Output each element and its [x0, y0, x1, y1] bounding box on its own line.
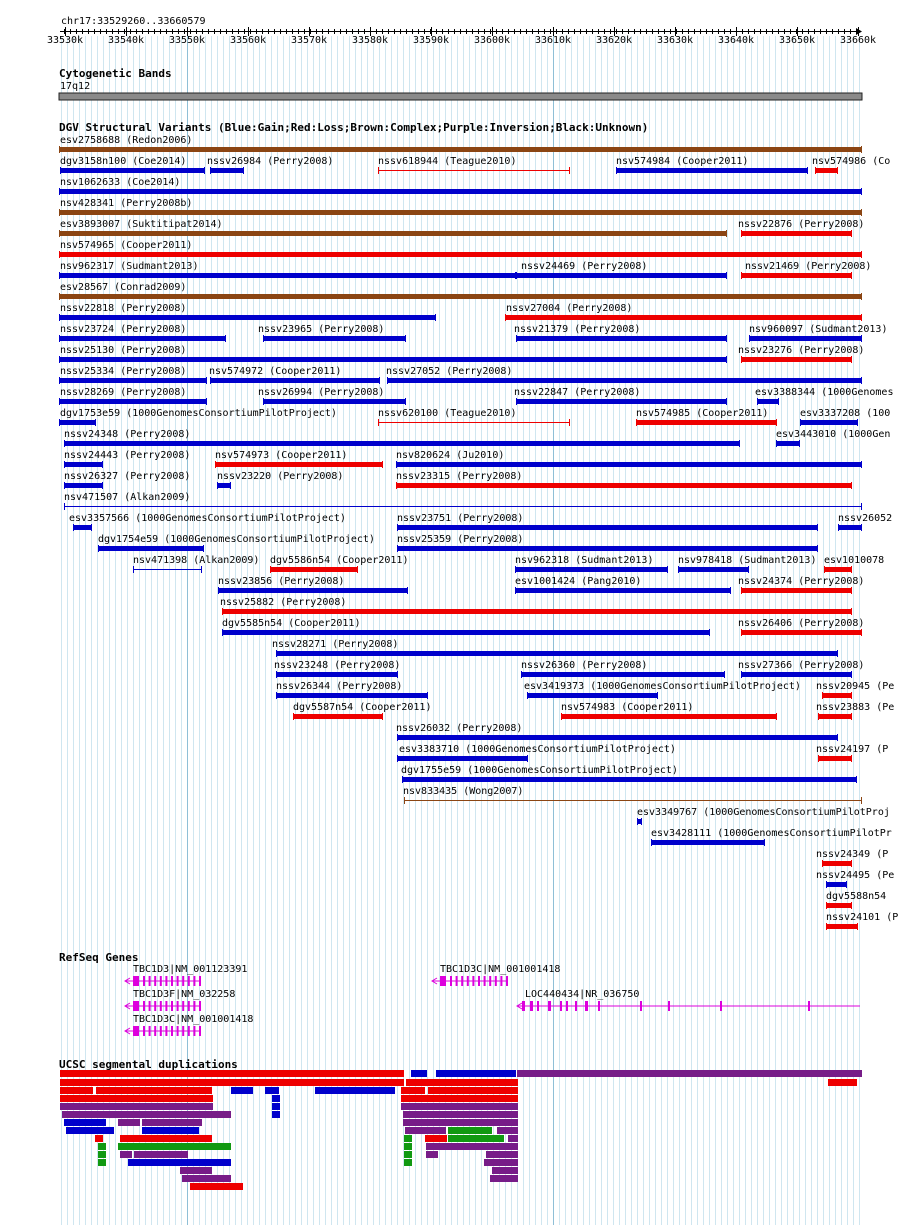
- dgv-feature-label: nssv26360 (Perry2008): [521, 660, 648, 671]
- dgv-feature-bar: [60, 168, 205, 173]
- refseq-title: RefSeq Genes: [59, 951, 139, 964]
- dgv-feature-label: esv3443010 (1000Gen: [776, 429, 891, 440]
- dgv-feature-bar: [741, 357, 852, 362]
- ruler-tick-label: 33620k: [595, 35, 633, 46]
- ruler-tick-label: 33660k: [839, 35, 877, 46]
- gene-exon: [182, 1026, 184, 1036]
- dgv-feature-label: nssv23276 (Perry2008): [738, 345, 865, 356]
- dgv-feature-bar: [616, 168, 808, 173]
- dgv-feature-bar: [516, 399, 727, 404]
- gene-exon: [472, 976, 474, 986]
- segdup-block: [405, 1127, 446, 1134]
- gene-exon: [171, 1001, 173, 1011]
- dgv-feature-label: nssv618944 (Teague2010): [378, 156, 517, 167]
- gene-exon: [133, 1001, 139, 1011]
- gene-exon: [456, 976, 458, 986]
- dgv-feature-label: dgv1755e59 (1000GenomesConsortiumPilotProject): [401, 765, 678, 776]
- segdup-block: [60, 1087, 93, 1094]
- dgv-feature-label: esv1001424 (Pang2010): [515, 576, 642, 587]
- dgv-feature-bar: [521, 672, 725, 677]
- segdup-block: [60, 1103, 213, 1110]
- ruler-tick-label: 33590k: [412, 35, 450, 46]
- dgv-feature-bar: [293, 714, 383, 719]
- dgv-feature-label: esv3357566 (1000GenomesConsortiumPilotProject): [69, 513, 346, 524]
- gene-exon: [720, 1001, 722, 1011]
- dgv-feature-bar: [59, 378, 207, 383]
- gene-exon: [522, 1001, 525, 1011]
- gene-exon: [199, 976, 201, 986]
- dgv-feature-bar: [818, 756, 852, 761]
- gene-exon: [143, 976, 145, 986]
- gene-exon: [165, 1001, 167, 1011]
- dgv-feature-label: nssv25334 (Perry2008): [60, 366, 187, 377]
- gene-exon: [149, 1026, 151, 1036]
- dgv-feature-bar: [636, 420, 777, 425]
- ruler-tick-label: 33530k: [46, 35, 84, 46]
- gene-exon: [165, 1026, 167, 1036]
- segdup-block: [64, 1119, 106, 1126]
- dgv-feature-bar: [678, 567, 749, 572]
- dgv-feature-bar: [749, 336, 862, 341]
- segdup-block: [265, 1087, 279, 1094]
- segdup-block: [404, 1159, 412, 1166]
- dgv-feature-bar: [222, 609, 852, 614]
- gene-exon: [575, 1001, 577, 1011]
- dgv-feature-label: nssv26984 (Perry2008): [207, 156, 334, 167]
- dgv-feature-label: nssv25882 (Perry2008): [220, 597, 347, 608]
- dgv-feature-bar: [59, 399, 207, 404]
- dgv-feature-bar: [822, 693, 852, 698]
- dgv-feature-bar: [263, 399, 406, 404]
- gene-label: TBC1D3C|NM_001001418: [440, 964, 561, 975]
- dgv-feature-bar: [276, 651, 838, 656]
- segdup-block: [486, 1151, 518, 1158]
- dgv-feature-bar: [397, 525, 818, 530]
- dgv-feature-bar: [741, 630, 862, 635]
- dgv-feature-bar: [741, 231, 852, 236]
- dgv-feature-bar: [64, 483, 103, 488]
- gene-exon: [495, 976, 497, 986]
- dgv-feature-label: nsv428341 (Perry2008b): [60, 198, 193, 209]
- gene-exon: [193, 976, 195, 986]
- gene-exon: [640, 1001, 642, 1011]
- dgv-feature-label: esv3383710 (1000GenomesConsortiumPilotProject): [399, 744, 676, 755]
- segdup-block: [404, 1135, 412, 1142]
- dgv-feature-label: nssv23315 (Perry2008): [396, 471, 523, 482]
- ruler-tick-label: 33570k: [290, 35, 328, 46]
- gene-exon: [160, 1026, 162, 1036]
- dgv-feature-bar: [270, 567, 358, 572]
- segdup-block: [404, 1143, 412, 1150]
- segdup-block: [142, 1119, 202, 1126]
- gene-exon: [133, 1026, 139, 1036]
- gene-exon: [133, 976, 139, 986]
- dgv-feature-label: nsv574965 (Cooper2011): [60, 240, 193, 251]
- dgv-feature-label: nssv22818 (Perry2008): [60, 303, 187, 314]
- ruler-tick-label: 33580k: [351, 35, 389, 46]
- ruler-tick-label: 33550k: [168, 35, 206, 46]
- dgv-feature-label: esv3349767 (1000GenomesConsortiumPilotProj: [637, 807, 890, 818]
- dgv-feature-label: nssv26344 (Perry2008): [276, 681, 403, 692]
- dgv-feature-label: nsv820624 (Ju2010): [396, 450, 505, 461]
- gene-exon: [154, 1026, 156, 1036]
- gene-exon: [149, 1001, 151, 1011]
- segdup-block: [120, 1151, 132, 1158]
- ruler-tick-label: 33610k: [534, 35, 572, 46]
- ruler-tick-label: 33540k: [107, 35, 145, 46]
- dgv-feature-label: esv3337208 (100: [800, 408, 891, 419]
- dgv-feature-label: nssv23856 (Perry2008): [218, 576, 345, 587]
- segdup-block: [403, 1111, 518, 1118]
- dgv-feature-label: nssv26327 (Perry2008): [64, 471, 191, 482]
- ruler-tick-label: 33600k: [473, 35, 511, 46]
- dgv-feature-label: nssv27366 (Perry2008): [738, 660, 865, 671]
- segdup-block: [118, 1143, 231, 1150]
- dgv-feature-bar: [757, 399, 779, 404]
- segdup-block: [492, 1167, 518, 1174]
- segdup-block: [508, 1135, 518, 1142]
- gene-exon: [165, 976, 167, 986]
- gene-exon: [450, 976, 452, 986]
- dgv-feature-bar: [59, 315, 436, 320]
- segdup-block: [98, 1159, 106, 1166]
- gene-exon: [188, 976, 190, 986]
- segdup-block: [497, 1127, 518, 1134]
- dgv-feature-bar: [387, 378, 862, 383]
- dgv-feature-label: nsv978418 (Sudmant2013): [678, 555, 817, 566]
- dgv-feature-label: nsv574973 (Cooper2011): [215, 450, 348, 461]
- dgv-feature-label: nssv22847 (Perry2008): [514, 387, 641, 398]
- dgv-feature-label: nssv23220 (Perry2008): [217, 471, 344, 482]
- dgv-feature-bar: [210, 378, 380, 383]
- dgv-feature-label: esv2758688 (Redon2006): [60, 135, 193, 146]
- segdup-block: [490, 1175, 518, 1182]
- dgv-feature-bar: [402, 777, 857, 782]
- dgv-feature-label: nsv574986 (Co: [812, 156, 891, 167]
- dgv-feature-bar: [217, 483, 231, 488]
- gene-exon: [461, 976, 463, 986]
- segdup-block: [134, 1151, 188, 1158]
- dgv-feature-bar: [741, 273, 852, 278]
- dgv-feature-bar: [397, 546, 818, 551]
- dgv-feature-bar: [515, 588, 731, 593]
- segdup-block: [426, 1143, 518, 1150]
- dgv-feature-bar: [826, 924, 858, 929]
- dgv-feature-bar: [651, 840, 765, 845]
- gene-exon: [566, 1001, 568, 1011]
- dgv-feature-bar: [515, 567, 668, 572]
- gene-exon: [440, 976, 446, 986]
- segdup-block: [517, 1070, 862, 1077]
- dgv-feature-label: nssv24374 (Perry2008): [738, 576, 865, 587]
- dgv-feature-bar: [59, 294, 862, 299]
- dgv-feature-bar: [59, 147, 862, 152]
- dgv-feature-bar: [59, 189, 862, 194]
- dgv-feature-bar: [822, 861, 852, 866]
- segdup-block: [436, 1070, 516, 1077]
- dgv-feature-label: nssv24197 (P: [816, 744, 889, 755]
- dgv-feature-bar: [64, 462, 103, 467]
- dgv-feature-bar: [776, 441, 800, 446]
- dgv-feature-label: nssv25130 (Perry2008): [60, 345, 187, 356]
- dgv-feature-bar: [818, 714, 852, 719]
- dgv-feature-label: nsv574983 (Cooper2011): [561, 702, 694, 713]
- gene-exon: [199, 1001, 201, 1011]
- dgv-feature-bar: [396, 483, 852, 488]
- dgv-feature-label: nssv23724 (Perry2008): [60, 324, 187, 335]
- gene-exon: [177, 1026, 179, 1036]
- gene-exon: [668, 1001, 670, 1011]
- segdup-block: [425, 1135, 447, 1142]
- gene-exon: [154, 976, 156, 986]
- segdup-block: [406, 1079, 518, 1086]
- dgv-feature-label: dgv5585n54 (Cooper2011): [222, 618, 361, 629]
- dgv-feature-label: nssv28271 (Perry2008): [272, 639, 399, 650]
- gene-exon: [188, 1001, 190, 1011]
- ruler-tick-label: 33650k: [778, 35, 816, 46]
- gene-exon: [171, 976, 173, 986]
- dgv-feature-label: nssv24348 (Perry2008): [64, 429, 191, 440]
- segdup-block: [411, 1070, 427, 1077]
- dgv-feature-bar: [59, 273, 516, 278]
- segdup-block: [190, 1183, 243, 1190]
- dgv-feature-bar: [397, 756, 528, 761]
- dgv-feature-label: dgv1754e59 (1000GenomesConsortiumPilotProject): [98, 534, 375, 545]
- dgv-feature-bar: [73, 525, 92, 530]
- segdup-block: [404, 1151, 412, 1158]
- dgv-feature-label: esv28567 (Conrad2009): [60, 282, 187, 293]
- segdup-block: [182, 1175, 231, 1182]
- gene-exon: [171, 1026, 173, 1036]
- ruler-tick-label: 33630k: [656, 35, 694, 46]
- dgv-feature-label: nsv962318 (Sudmant2013): [515, 555, 654, 566]
- dgv-feature-label: esv3428111 (1000GenomesConsortiumPilotPr: [651, 828, 892, 839]
- segdup-block: [60, 1070, 404, 1077]
- dgv-feature-bar: [824, 567, 852, 572]
- segdup-block: [272, 1095, 280, 1102]
- segdup-block: [118, 1119, 140, 1126]
- dgv-feature-label: nsv471398 (Alkan2009): [133, 555, 260, 566]
- dgv-feature-label: nssv23751 (Perry2008): [397, 513, 524, 524]
- gene-label: TBC1D3F|NM_032258: [133, 989, 236, 1000]
- gene-exon: [143, 1001, 145, 1011]
- dgv-feature-label: nsv962317 (Sudmant2013): [60, 261, 199, 272]
- gene-exon: [808, 1001, 810, 1011]
- dgv-feature-bar: [397, 735, 838, 740]
- dgv-feature-bar: [838, 525, 862, 530]
- segdup-title: UCSC segmental duplications: [59, 1058, 238, 1071]
- dgv-feature-bar: [215, 462, 383, 467]
- dgv-feature-label: dgv3158n100 (Coe2014): [60, 156, 187, 167]
- segdup-block: [60, 1079, 404, 1086]
- dgv-feature-label: dgv5587n54 (Cooper2011): [293, 702, 432, 713]
- gene-exon: [478, 976, 480, 986]
- gene-exon: [143, 1026, 145, 1036]
- dgv-feature-bar: [516, 273, 727, 278]
- dgv-feature-bar: [263, 336, 406, 341]
- gene-exon: [484, 976, 486, 986]
- segdup-block: [484, 1159, 518, 1166]
- gene-exon: [489, 976, 491, 986]
- gene-exon: [530, 1001, 533, 1011]
- dgv-feature-label: nssv23965 (Perry2008): [258, 324, 385, 335]
- dgv-feature-bar: [815, 168, 838, 173]
- dgv-feature-label: nssv27004 (Perry2008): [506, 303, 633, 314]
- segdup-block: [95, 1135, 103, 1142]
- segdup-block: [142, 1127, 199, 1134]
- dgv-feature-label: nssv27052 (Perry2008): [386, 366, 513, 377]
- dgv-feature-bar: [826, 882, 847, 887]
- dgv-feature-label: nsv1062633 (Coe2014): [60, 177, 181, 188]
- dgv-feature-label: nssv23883 (Pe: [816, 702, 895, 713]
- segdup-block: [98, 1143, 106, 1150]
- gene-label: LOC440434|NR_036750: [525, 989, 640, 1000]
- gene-exon: [177, 976, 179, 986]
- cytoband-bar: [59, 93, 862, 100]
- segdup-block: [828, 1079, 857, 1086]
- dgv-feature-label: nssv28269 (Perry2008): [60, 387, 187, 398]
- gene-exon: [160, 976, 162, 986]
- segdup-block: [231, 1087, 253, 1094]
- dgv-feature-bar: [222, 630, 710, 635]
- segdup-block: [272, 1103, 280, 1110]
- gene-exon: [199, 1026, 201, 1036]
- dgv-feature-label: nsv960097 (Sudmant2013): [749, 324, 888, 335]
- segdup-block: [426, 1151, 438, 1158]
- segdup-block: [120, 1135, 212, 1142]
- segdup-block: [401, 1103, 518, 1110]
- dgv-feature-bar: [741, 588, 852, 593]
- dgv-feature-label: nsv471507 (Alkan2009): [64, 492, 191, 503]
- dgv-feature-label: nssv620100 (Teague2010): [378, 408, 517, 419]
- segdup-block: [448, 1135, 504, 1142]
- dgv-feature-label: nsv574985 (Cooper2011): [636, 408, 769, 419]
- segdup-block: [315, 1087, 395, 1094]
- dgv-feature-label: dgv5588n54: [826, 891, 887, 902]
- gene-exon: [548, 1001, 551, 1011]
- dgv-feature-label: nssv24101 (P: [826, 912, 898, 923]
- segdup-block: [272, 1111, 280, 1118]
- dgv-feature-bar: [59, 210, 862, 215]
- gene-exon: [560, 1001, 562, 1011]
- dgv-feature-label: nssv23248 (Perry2008): [274, 660, 401, 671]
- gene-exon: [182, 976, 184, 986]
- dgv-feature-label: nssv21379 (Perry2008): [514, 324, 641, 335]
- dgv-feature-bar: [276, 672, 398, 677]
- dgv-feature-bar: [210, 168, 244, 173]
- dgv-feature-label: nssv25359 (Perry2008): [397, 534, 524, 545]
- dgv-feature-label: esv3893007 (Suktitipat2014): [60, 219, 223, 230]
- segdup-block: [448, 1127, 492, 1134]
- dgv-feature-label: nssv24443 (Perry2008): [64, 450, 191, 461]
- dgv-feature-label: nssv26032 (Perry2008): [396, 723, 523, 734]
- dgv-feature-label: nssv24469 (Perry2008): [521, 261, 648, 272]
- segdup-block: [98, 1151, 106, 1158]
- gene-label: TBC1D3C|NM_001001418: [133, 1014, 254, 1025]
- dgv-feature-bar: [59, 231, 727, 236]
- dgv-feature-label: nssv24495 (Pe: [816, 870, 895, 881]
- gene-exon: [537, 1001, 539, 1011]
- dgv-feature-bar: [741, 672, 852, 677]
- dgv-feature-label: nssv24349 (P: [816, 849, 889, 860]
- dgv-feature-label: nssv26406 (Perry2008): [738, 618, 865, 629]
- segdup-block: [96, 1087, 212, 1094]
- dgv-feature-label: nssv26994 (Perry2008): [258, 387, 385, 398]
- dgv-feature-bar: [800, 420, 858, 425]
- gene-exon: [193, 1026, 195, 1036]
- dgv-title: DGV Structural Variants (Blue:Gain;Red:Loss;Brown:Complex;Purple:Inversion;Black:Unknown): [59, 121, 649, 134]
- dgv-feature-label: nsv574984 (Cooper2011): [616, 156, 749, 167]
- gene-exon: [598, 1001, 600, 1011]
- ruler-tick-label: 33640k: [717, 35, 755, 46]
- ruler-tick-label: 33560k: [229, 35, 267, 46]
- segdup-block: [62, 1111, 231, 1118]
- cytoband-label: 17q12: [60, 81, 91, 92]
- dgv-feature-label: esv3419373 (1000GenomesConsortiumPilotProject): [524, 681, 801, 692]
- segdup-block: [403, 1119, 518, 1126]
- dgv-feature-bar: [59, 420, 96, 425]
- dgv-feature-bar: [59, 357, 727, 362]
- segdup-block: [128, 1159, 231, 1166]
- dgv-feature-label: nssv26052: [838, 513, 893, 524]
- gene-exon: [160, 1001, 162, 1011]
- dgv-feature-bar: [561, 714, 777, 719]
- dgv-feature-bar: [396, 462, 862, 467]
- segdup-block: [428, 1087, 518, 1094]
- dgv-feature-label: nssv20945 (Pe: [816, 681, 895, 692]
- dgv-feature-label: dgv1753e59 (1000GenomesConsortiumPilotProject): [60, 408, 337, 419]
- dgv-feature-label: nssv21469 (Perry2008): [745, 261, 872, 272]
- dgv-feature-bar: [59, 252, 862, 257]
- dgv-feature-bar: [505, 315, 862, 320]
- gene-exon: [154, 1001, 156, 1011]
- dgv-feature-bar: [64, 441, 740, 446]
- dgv-feature-bar: [516, 336, 727, 341]
- segdup-block: [60, 1095, 213, 1102]
- gene-label: TBC1D3|NM_001123391: [133, 964, 248, 975]
- dgv-feature-bar: [826, 903, 852, 908]
- ruler-position: chr17:33529260..33660579: [61, 16, 206, 27]
- dgv-feature-label: esv1010078: [824, 555, 885, 566]
- gene-exon: [467, 976, 469, 986]
- gene-exon: [182, 1001, 184, 1011]
- segdup-block: [401, 1095, 518, 1102]
- gene-exon: [506, 976, 508, 986]
- dgv-feature-bar: [527, 693, 658, 698]
- dgv-feature-label: esv3388344 (1000Genomes: [755, 387, 894, 398]
- segdup-block: [66, 1127, 114, 1134]
- gene-exon: [585, 1001, 588, 1011]
- segdup-block: [401, 1087, 425, 1094]
- dgv-feature-bar: [98, 546, 204, 551]
- dgv-feature-label: dgv5586n54 (Cooper2011): [270, 555, 409, 566]
- gene-exon: [188, 1026, 190, 1036]
- gene-exon: [500, 976, 502, 986]
- segdup-block: [180, 1167, 212, 1174]
- dgv-feature-bar: [59, 336, 226, 341]
- dgv-feature-label: nsv833435 (Wong2007): [403, 786, 524, 797]
- dgv-feature-bar: [276, 693, 428, 698]
- dgv-feature-label: nsv574972 (Cooper2011): [209, 366, 342, 377]
- dgv-feature-label: nssv22876 (Perry2008): [738, 219, 865, 230]
- gene-exon: [149, 976, 151, 986]
- dgv-feature-bar: [218, 588, 408, 593]
- gene-exon: [177, 1001, 179, 1011]
- cytoband-title: Cytogenetic Bands: [59, 67, 172, 80]
- gene-exon: [193, 1001, 195, 1011]
